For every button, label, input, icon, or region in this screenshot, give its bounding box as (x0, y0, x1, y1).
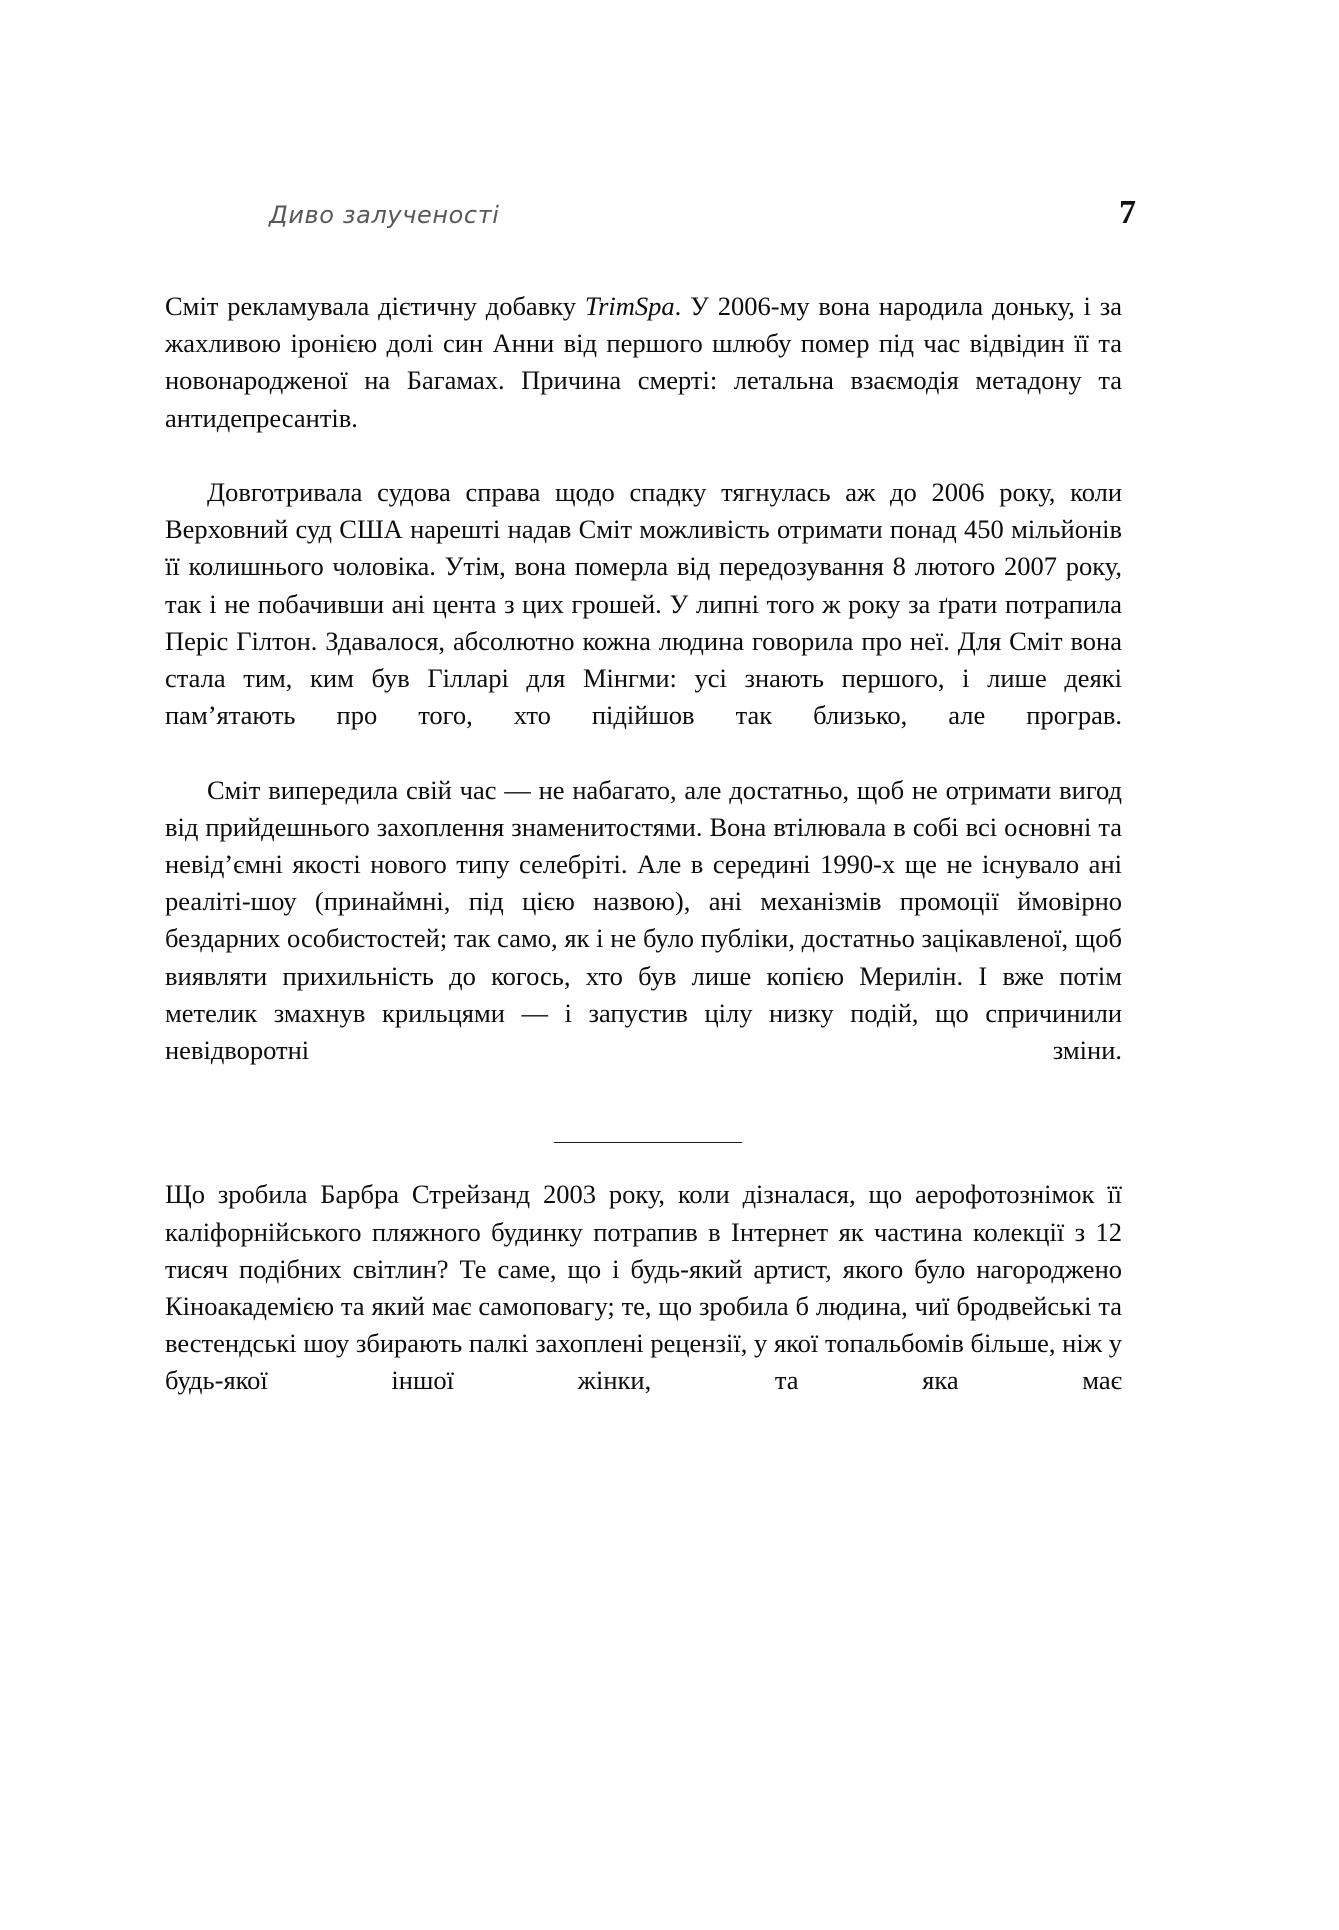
paragraph-3: Сміт випередила свій час — не набагато, але достатньо, щоб не отримати вигод від прийдешнього захоплення знаменитостями. Вона втілювала в собі всі основні та невід’ємні якості нового типу селебріті. Але в середині 1990-х ще не існувало ані реаліті-шоу (принаймні, під цією назвою), ані механізмів промоції ймовірно бездарних особистостей; так само, як і не було публіки, достатньо зацікавленої, щоб виявляти прихильність до когось, хто був лише копією Мерилін. І вже потім метелик змахнув крильцями — і запустив цілу низку подій, що спричинили невідворотні зміни. (165, 774, 1122, 1066)
body-text-block (165, 288, 1122, 1437)
product-name-trimspa: TrimSpa (584, 291, 675, 321)
running-head (165, 196, 1174, 240)
section-divider-rule (554, 1142, 742, 1143)
paragraph-1-run-3: . У 2006-му вона народила доньку, і за жахливою іронією долі син Анни від першого шлюбу помер під час відвідин її та новонародженої на Багамах. Причина смерті: летальна взаємодія метадону та антидепресантів. (165, 291, 1123, 433)
page-number: 7 (1119, 194, 1136, 231)
paragraph-2: Довготривала судова справа щодо спадку тягнулась аж до 2006 року, коли Верховний суд США нарешті надав Сміт можливість отримати понад 450 мільйонів її колишнього чоловіка. Утім, вона померла від передозування 8 лютого 2007 року, так і не побачивши ані цента з цих грошей. У липні того ж року за ґрати потрапила Періс Гілтон. Здавалося, абсолютно кожна людина говорила про неї. Для Сміт вона стала тим, ким був Гілларі для Мінгми: усі знають першого, і лише деякі пам’ятають про того, хто підійшов так близько, але програв. (165, 477, 1122, 731)
section-divider (165, 1124, 1122, 1161)
paragraph-1 (165, 288, 1122, 474)
running-head-title: Диво залученості (269, 201, 500, 229)
paragraph-1-run-1: Сміт рекламувала дієтичну добавку (165, 291, 585, 321)
paragraph-4: Що зробила Барбра Стрейзанд 2003 року, коли дізналася, що аерофотознімок її каліфорнійського пляжного будинку потрапив в Інтернет як частина колекції з 12 тисяч подібних світлин? Те саме, що і будь-який артист, якого було нагороджено Кіноакадемією та який має самоповагу; те, що зробила б людина, чиї бродвейські та вестендські шоу збирають палкі захоплені рецензії, у якої топальбомів більше, ніж у будь-якої іншої жінки, та яка має (165, 1179, 1122, 1396)
